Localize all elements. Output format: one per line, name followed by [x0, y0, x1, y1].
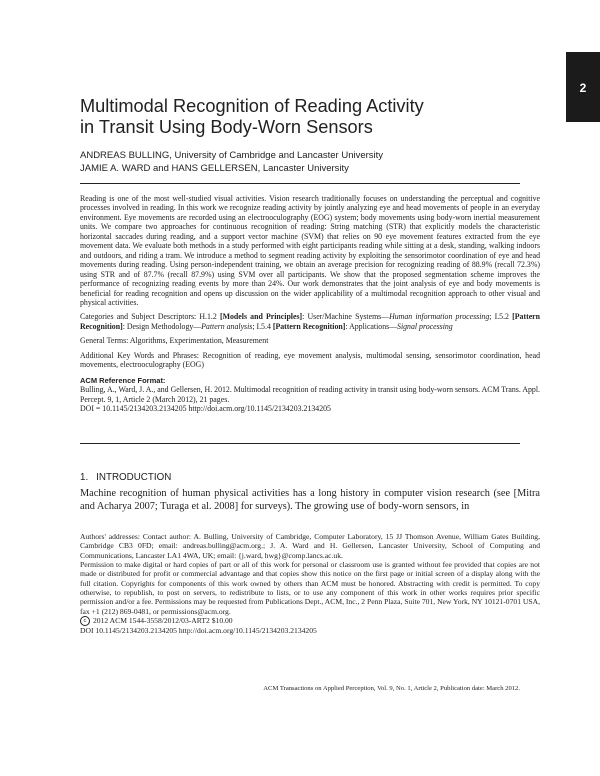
categories-label-2: [Pattern Recognition]: [80, 312, 541, 331]
section-number: 1.: [80, 472, 89, 483]
keywords: Additional Key Words and Phrases: Recognition of reading, eye movement analysis, multimodal sensing, sensorimotor coordination, head movements, electrooculography (EOG): [80, 350, 540, 370]
categories-part-3: : Design Methodology—: [122, 321, 202, 331]
reference-line-1: Bulling, A., Ward, J. A., and Gellersen, H. 2012. Multimodal recognition of reading activity in transit using body-worn sensors.: [80, 385, 481, 395]
section-heading: [80, 472, 179, 483]
copyright-line: [80, 616, 540, 626]
categories-line: [80, 312, 540, 331]
abstract-divider: [80, 443, 520, 444]
copyright-text: 2012 ACM 1544-3558/2012/03-ART2 $10.00: [93, 616, 233, 626]
doi-line: DOI 10.1145/2134203.2134205 http://doi.acm.org/10.1145/2134203.2134205: [80, 626, 317, 636]
footnote-block: [80, 532, 540, 636]
author-list: [80, 150, 520, 175]
introduction-text: Machine recognition of human physical activities has a long history in computer vision research (see [Mitra and Acharya 2007; Turaga et al. 2008] for surveys). The growing use of body-worn sensors, in: [80, 488, 540, 513]
section-title: INTRODUCTION: [96, 472, 172, 483]
abstract-text: Reading is one of the most well-studied visual activities. Vision research traditionally focuses on understanding the perceptual and cognitive processes involved in reading. In this work we recognize reading activity by jointly analyzing eye and head movements of people in an everyday environment. Eye movements are recorded using an electrooculography (EOG) system; body movements using body-worn inertial measurement units. We compare two approaches for continuous recognition of reading: String matching (STR) that explicitly models the characteristic horizontal saccades during reading, and a support vector machine (SVM) that relies on 90 eye movement features extracted from the eye movement data. We evaluate both methods in a study performed with eight participants reading while sitting at a desk, standing, walking indoors and outdoors, and riding a tram. We introduce a method to segment reading activity by exploiting the sensorimotor coordination of eye and head movements during reading. Using person-independent training, we obtain an average precision for recognizing reading of 88.9% (recall 72.3%) using STR and of 87.7% (recall 87.9%) using SVM over all participants. We show that the proposed segmentation scheme improves the performance of recognizing reading events by more than 24%. Our work demonstrates that the joint analysis of eye and body movements is beneficial for reading recognition and opens up discussion on the wider applicability of a multimodal recognition approach to other visual and physical activities.: [80, 194, 540, 307]
title-line-2: in Transit Using Body-Worn Sensors: [80, 117, 373, 137]
permission-notice: Permission to make digital or hard copies of part or all of this work for personal or classroom use is granted without fee provided that copies are not made or distributed for profit or commercial advantage and that copies show this notice on the first page or initial screen of a display along with the full citation. Copyrights for components of this work owned by others than ACM must be honored. Abstracting with credit is permitted. To copy otherwise, to republish, to post on servers, to redistribute to lists, or to use any component of this work in other works requires prior specific permission and/or a fee. Permissions may be requested from Publications Dept., ACM, Inc., 2 Penn Plaza, Suite 701, New York, NY 10121-0701 USA, fax +1 (212) 869-0481, or permissions@acm.org.: [80, 560, 540, 616]
paper-title: [80, 96, 500, 138]
categories-part-5: : Applications—: [345, 321, 398, 331]
running-footer: ACM Transactions on Applied Perception, Vol. 9, No. 1, Article 2, Publication date: March 2012.: [263, 685, 520, 692]
page-number-tab: 2: [566, 52, 600, 122]
author-line-2: JAMIE A. WARD and HANS GELLERSEN, Lancaster University: [80, 162, 349, 174]
reference-doi: DOI = 10.1145/2134203.2134205 http://doi.acm.org/10.1145/2134203.2134205: [80, 404, 331, 414]
reference-heading: ACM Reference Format:: [80, 375, 166, 385]
general-terms: General Terms: Algorithms, Experimentation, Measurement: [80, 336, 269, 346]
reference-citation: [80, 385, 540, 413]
copyright-icon: c: [80, 616, 90, 626]
author-line-1: ANDREAS BULLING, University of Cambridge and Lancaster University: [80, 150, 384, 161]
categories-italic-2: Pattern analysis: [201, 321, 253, 331]
categories-part-1: : User/Machine Systems—: [302, 312, 390, 322]
abstract-block: [80, 194, 540, 414]
categories-italic-1: Human information processing: [389, 312, 490, 322]
header-divider: [80, 183, 520, 184]
categories-italic-3: Signal processing: [397, 321, 453, 331]
categories-label-1: [Models and Principles]: [219, 312, 303, 322]
categories-part-2: ; I.5.2: [489, 312, 513, 322]
categories-part-4: ; I.5.4: [252, 321, 273, 331]
author-addresses: Authors' addresses: Contact author: A. Bulling, University of Cambridge, Computer Laboratory, 15 JJ Thomson Avenue, William Gates Building, Cambridge CB3 0FD; email: andreas.bulling@acm.org.; J. A. Ward and H. Gellersen, Lancaster University, School of Computing and Communications, Lancaster LA1 4WA, UK; email: {j.ward, hwg}@comp.lancs.ac.uk.: [80, 532, 540, 560]
title-line-1: Multimodal Recognition of Reading Activity: [80, 96, 424, 116]
reference-line-2: ACM Trans. Appl. Percept. 9, 1, Article 2 (March 2012), 21 pages.: [80, 385, 540, 404]
categories-lead: Categories and Subject Descriptors: H.1.2: [80, 312, 220, 322]
categories-label-3: [Pattern Recognition]: [272, 321, 346, 331]
